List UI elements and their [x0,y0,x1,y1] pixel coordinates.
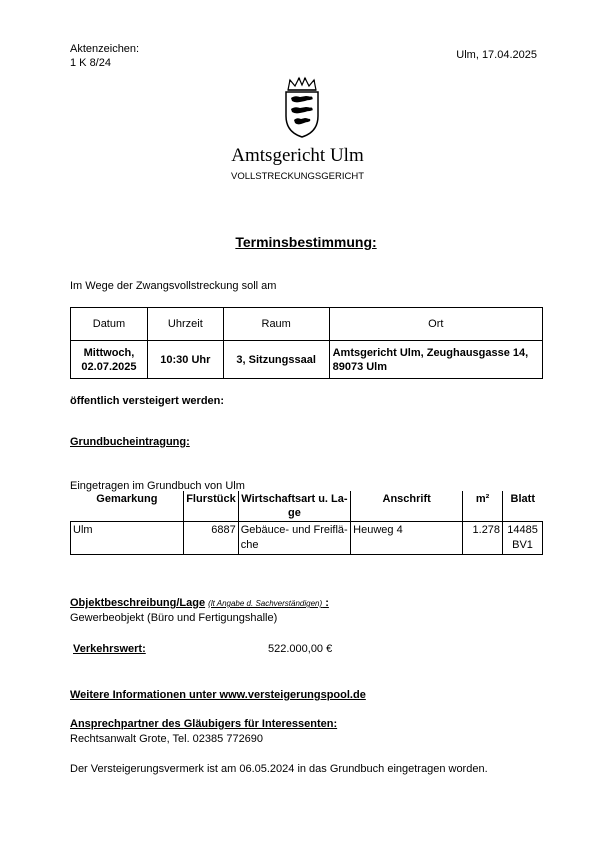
termin-table-row [71,341,543,379]
header-anschrift: Anschrift [351,491,463,522]
baden-wuerttemberg-crest-icon [280,76,324,138]
cell-gemarkung: Ulm [71,522,184,555]
termin-table-header [71,308,543,341]
ort-line1: Amtsgericht Ulm, Zeughausgasse 14, [332,346,529,359]
intro-text: Im Wege der Zwangsvollstreckung soll am [70,280,277,292]
aktenzeichen-label: Aktenzeichen: [70,43,140,55]
wirtschaftsart-header-line1: Wirtschaftsart u. La- [241,493,348,505]
objekt-text: Gewerbeobjekt (Büro und Fertigungshalle) [70,612,278,624]
datum-date: 02.07.2025 [81,360,137,373]
cell-blatt [503,522,543,555]
cell-m2: 1.278 [463,522,503,555]
versteigert-text: öffentlich versteigert werden: [70,395,225,407]
ansprechpartner-text: Rechtsanwalt Grote, Tel. 02385 772690 [70,733,264,745]
wirtschaftsart-line1: Gebäuce- und Freiflä- [240,524,348,536]
cell-datum [71,341,148,379]
aktenzeichen-block [70,42,139,70]
grundbuch-intro: Eingetragen im Grundbuch von Ulm [70,480,245,492]
verkehrswert-label: Verkehrswert: [73,643,146,655]
verkehrswert-value: 522.000,00 € [268,643,333,655]
header-flurstueck: Flurstück [184,491,239,522]
cell-anschrift: Heuweg 4 [351,522,463,555]
objekt-heading-label: Objektbeschreibung/Lage [70,597,206,609]
header-gemarkung: Gemarkung [71,491,184,522]
termin-table [70,307,543,379]
court-name: Amtsgericht Ulm [231,145,364,166]
header-blatt: Blatt [503,491,543,522]
header-uhrzeit: Uhrzeit [147,308,223,341]
objekt-heading-note: (lt Angabe d. Sachverständigen) [208,599,323,608]
header-wirtschaftsart [238,491,350,522]
cell-uhrzeit: 10:30 Uhr [147,341,223,379]
cell-wirtschaftsart [238,522,350,555]
grundbuch-heading: Grundbucheintragung: [70,436,190,448]
ort-line2: 89073 Ulm [332,360,388,373]
ansprechpartner-heading: Ansprechpartner des Gläubigers für Interessenten: [70,718,338,730]
wirtschaftsart-line2: che [240,539,259,551]
blatt-line2: BV1 [512,539,533,551]
cell-ort [329,341,542,379]
document-title: Terminsbestimmung: [235,234,377,250]
wirtschaftsart-header-line2: ge [288,507,301,519]
cell-flurstueck: 6887 [184,522,239,555]
header-raum: Raum [223,308,329,341]
aktenzeichen-value: 1 K 8/24 [70,57,111,69]
header-m2: m² [463,491,503,522]
objekt-heading-colon: : [322,597,329,609]
grundbuch-table [70,491,543,555]
weitere-info-link: Weitere Informationen unter www.versteigerungspool.de [70,689,366,701]
objekt-heading [70,597,329,609]
document-date: Ulm, 17.04.2025 [456,49,537,61]
grundbuch-table-header [71,491,543,522]
court-department: VOLLSTRECKUNGSGERICHT [230,171,365,182]
datum-weekday: Mittwoch, [83,346,135,359]
header-datum: Datum [71,308,148,341]
blatt-line1: 14485 [507,524,538,536]
vermerk-text: Der Versteigerungsvermerk ist am 06.05.2024 in das Grundbuch eingetragen worden. [70,763,488,775]
cell-raum: 3, Sitzungssaal [223,341,329,379]
grundbuch-table-row [71,522,543,555]
header-ort: Ort [329,308,542,341]
